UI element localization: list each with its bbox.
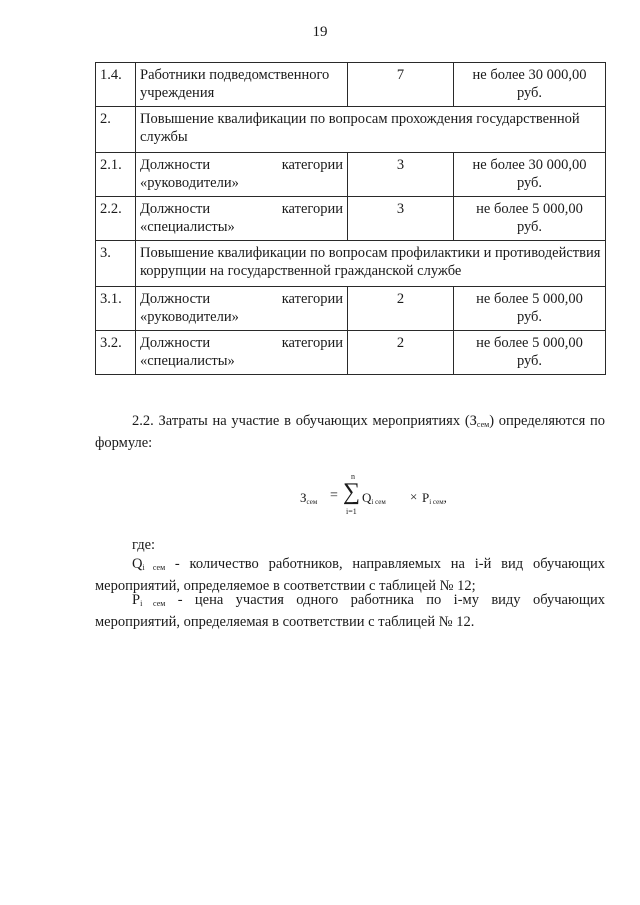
name-word: категории (281, 335, 343, 351)
name-word: Должности (140, 157, 211, 173)
row-number: 2.2. (96, 197, 136, 241)
paragraph-text: ) определяются по формуле: (95, 413, 606, 451)
sum-lower-limit: i=1 (346, 507, 357, 516)
row-price (454, 197, 606, 241)
name-line: «специалисты» (140, 353, 235, 369)
training-cost-table (95, 62, 606, 375)
name-line: «руководители» (140, 175, 239, 191)
paragraph-text: 2.2. Затраты на участие в обучающих мероприятиях (З (132, 413, 477, 429)
name-line: «специалисты» (140, 219, 235, 235)
price-line: не более 5 000,00 (476, 291, 583, 307)
price-line: не более 30 000,00 (472, 67, 587, 83)
row-number: 1.4. (96, 63, 136, 107)
price-line: руб. (516, 219, 543, 235)
row-number: 3.1. (96, 287, 136, 331)
sum-upper-limit: n (351, 472, 355, 481)
cost-formula (300, 472, 460, 522)
price-line: руб. (516, 309, 543, 325)
row-name (136, 331, 348, 375)
row-quantity: 3 (348, 153, 454, 197)
row-number: 2.1. (96, 153, 136, 197)
row-quantity: 2 (348, 331, 454, 375)
formula-times: × (410, 489, 418, 504)
row-name (136, 153, 348, 197)
row-price (454, 153, 606, 197)
row-number: 3.2. (96, 331, 136, 375)
row-name (136, 63, 348, 107)
row-name (136, 197, 348, 241)
row-quantity: 7 (348, 63, 454, 107)
name-word: категории (281, 201, 343, 217)
formula-equals: = (330, 488, 338, 503)
name-line: Работники подведомственного (140, 67, 330, 83)
definition-p: $P_{i сем}$ - цена участия одного работника по i-му виду обучающих мероприятий, определяемая в соответствии с таблицей № 12. (95, 592, 605, 630)
table-row (96, 63, 606, 107)
price-line: руб. (516, 175, 543, 191)
where-label: где: (132, 537, 156, 553)
row-quantity: 3 (348, 197, 454, 241)
row-quantity: 2 (348, 287, 454, 331)
table-row (96, 287, 606, 331)
table-row (96, 153, 606, 197)
section-title: Повышение квалификации по вопросам профилактики и противодействия коррупции на государственной гражданской службе (136, 241, 606, 287)
subscript: сем (476, 420, 490, 429)
price-line: руб. (516, 85, 543, 101)
table-row (96, 331, 606, 375)
row-name (136, 287, 348, 331)
formula-p: $P_{i сем}$, (422, 490, 447, 506)
name-word: Должности (140, 201, 211, 217)
formula-lhs: $З_{сем}$ (300, 490, 318, 506)
name-word: категории (281, 291, 343, 307)
definition-q: $Q_{i сем}$ - количество работников, направляемых на i-й вид обучающих мероприятий, определяемое в соответствии с таблицей № 12; (95, 556, 606, 594)
price-line: не более 5 000,00 (476, 335, 583, 351)
formula-q: $Q_{i сем}$ (362, 490, 386, 506)
page-number: 19 (312, 24, 328, 40)
price-line: не более 5 000,00 (476, 201, 583, 217)
section-title: Повышение квалификации по вопросам прохождения государственной службы (136, 107, 606, 153)
name-line: учреждения (140, 85, 215, 101)
table-section-row (96, 241, 606, 287)
name-word: категории (281, 157, 343, 173)
row-price (454, 63, 606, 107)
name-word: Должности (140, 291, 211, 307)
price-line: руб. (516, 353, 543, 369)
name-word: Должности (140, 335, 211, 351)
table-row (96, 197, 606, 241)
price-line: не более 30 000,00 (472, 157, 587, 173)
sum-sign: ∑ (343, 479, 361, 505)
table-section-row (96, 107, 606, 153)
row-number: 2. (96, 107, 136, 153)
name-line: «руководители» (140, 309, 239, 325)
row-price (454, 331, 606, 375)
row-price (454, 287, 606, 331)
paragraph-2-2 (95, 412, 605, 452)
row-number: 3. (96, 241, 136, 287)
